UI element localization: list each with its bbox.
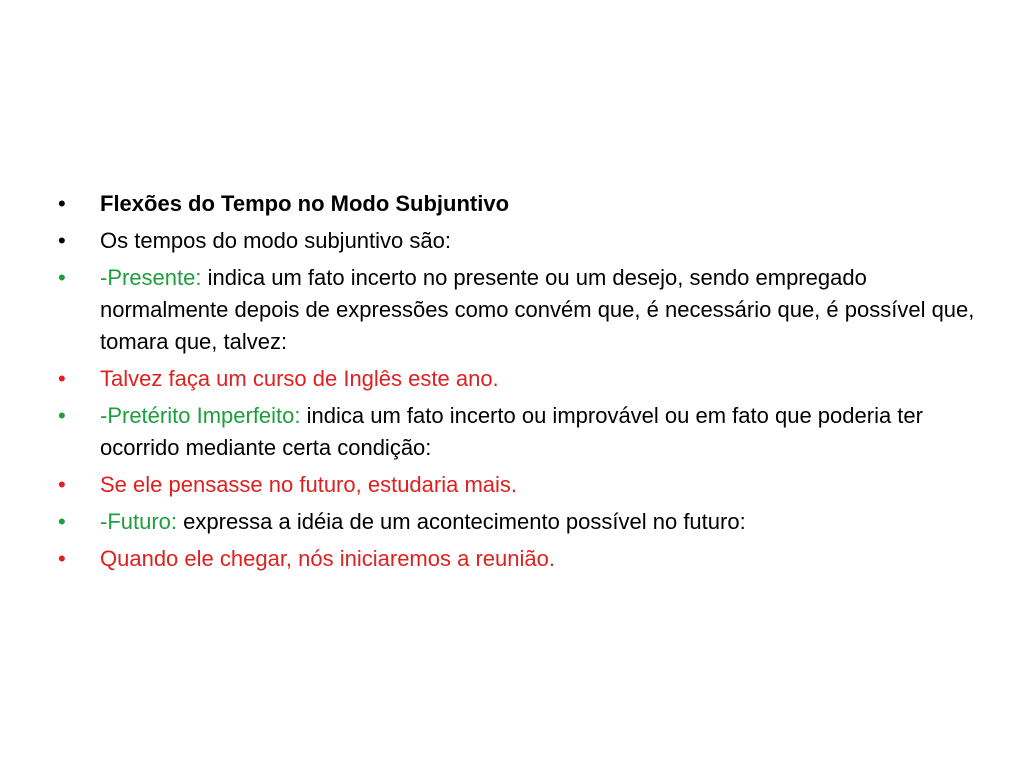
bullet-item-intro xyxy=(58,225,978,257)
bullet-prefix: -Presente: xyxy=(100,265,202,290)
bullet-dot-icon: • xyxy=(58,546,66,571)
bullet-item-presente xyxy=(58,262,978,358)
bullet-dot-icon: • xyxy=(58,509,66,534)
bullet-item-heading xyxy=(58,188,978,220)
bullet-item-example-futuro xyxy=(58,543,978,575)
bullet-dot-icon: • xyxy=(58,472,66,497)
bullet-example-text: Quando ele chegar, nós iniciaremos a reunião. xyxy=(100,546,555,571)
slide-heading: Flexões do Tempo no Modo Subjuntivo xyxy=(100,191,510,216)
bullet-text: indica um fato incerto ou improvável ou em fato que poderia ter ocorrido mediante certa condição: xyxy=(100,403,923,460)
bullet-example-text: Se ele pensasse no futuro, estudaria mais. xyxy=(100,472,518,497)
bullet-example-text: Talvez faça um curso de Inglês este ano. xyxy=(100,366,499,391)
bullet-item-example-preterito xyxy=(58,469,978,501)
bullet-dot-icon: • xyxy=(58,265,66,290)
bullet-text: expressa a idéia de um acontecimento possível no futuro: xyxy=(177,509,746,534)
bullet-prefix: -Pretérito Imperfeito: xyxy=(100,403,301,428)
bullet-item-preterito xyxy=(58,400,978,464)
bullet-dot-icon: • xyxy=(58,366,66,391)
bullet-dot-icon: • xyxy=(58,228,66,253)
bullet-item-example-presente xyxy=(58,363,978,395)
bullet-text: indica um fato incerto no presente ou um desejo, sendo empregado normalmente depois de expressões como convém que, é necessário que, é possível que, tomara que, talvez: xyxy=(100,265,975,354)
bullet-text: Os tempos do modo subjuntivo são: xyxy=(100,228,451,253)
bullet-prefix: -Futuro: xyxy=(100,509,178,534)
bullet-dot-icon: • xyxy=(58,403,66,428)
bullet-list xyxy=(58,188,978,580)
bullet-dot-icon: • xyxy=(58,191,66,216)
bullet-item-futuro xyxy=(58,506,978,538)
